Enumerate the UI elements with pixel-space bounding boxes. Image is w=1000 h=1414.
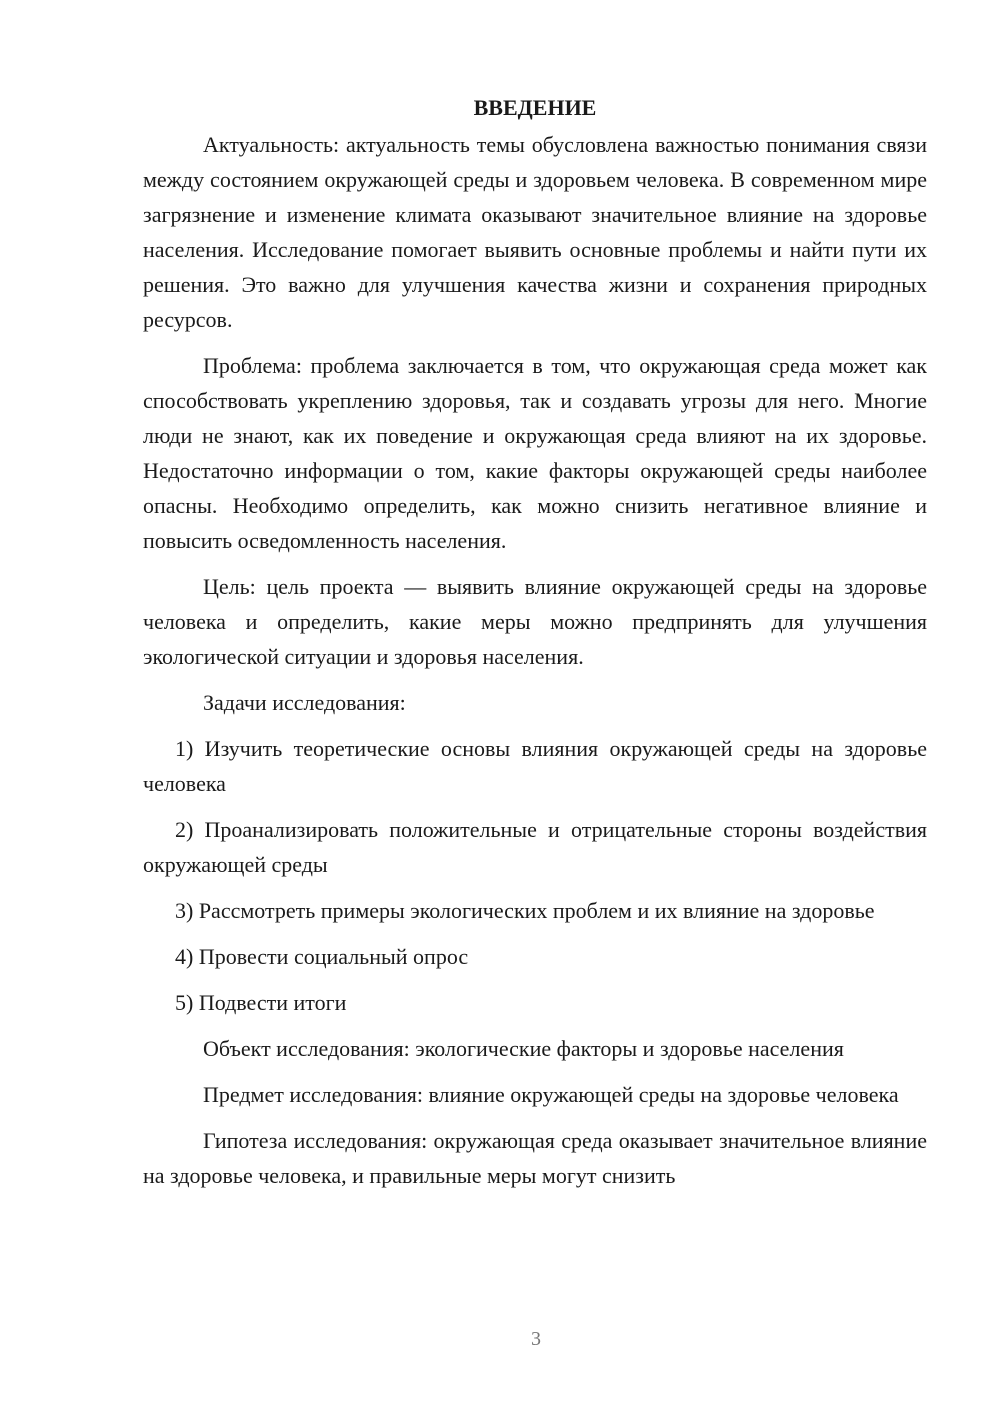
task-item: 3) Рассмотреть примеры экологических проблем и их влияние на здоровье [175, 898, 875, 923]
section-heading: ВВЕДЕНИЕ [473, 95, 597, 120]
relevance-paragraph: Актуальность: актуальность темы обусловлена важностью понимания связи между состоянием окружающей среды и здоровьем человека. В современном мире загрязнение и изменение климата оказывают значительное влияние на здоровье населения. Исследование помогает выявить основные проблемы и найти пути их решения. Это важно для улучшения качества жизни и сохранения природных ресурсов. [143, 132, 927, 332]
problem-paragraph: Проблема: проблема заключается в том, что окружающая среда может как способствовать укреплению здоровья, так и создавать угрозы для него. Многие люди не знают, как их поведение и окружающая среда влияют на их здоровье. Недостаточно информации о том, какие факторы окружающей среды наиболее опасны. Необходимо определить, как можно снизить негативное влияние и повысить осведомленность населения. [143, 353, 927, 553]
subject-paragraph: Предмет исследования: влияние окружающей среды на здоровье человека [203, 1082, 899, 1107]
goal-paragraph: Цель: цель проекта — выявить влияние окружающей среды на здоровье человека и определить, какие меры можно предпринять для улучшения экологической ситуации и здоровья населения. [143, 574, 927, 669]
tasks-title: Задачи исследования: [203, 690, 406, 715]
task-item: 2) Проанализировать положительные и отрицательные стороны воздействия окружающей среды [143, 817, 927, 877]
task-item: 5) Подвести итоги [175, 990, 347, 1015]
task-item: 1) Изучить теоретические основы влияния окружающей среды на здоровье человека [143, 736, 927, 796]
object-paragraph: Объект исследования: экологические факторы и здоровье населения [203, 1036, 844, 1061]
page-number: 3 [531, 1328, 541, 1350]
document-page [143, 90, 927, 1204]
hypothesis-paragraph: Гипотеза исследования: окружающая среда оказывает значительное влияние на здоровье человека, и правильные меры могут снизить [143, 1128, 927, 1188]
tasks-list [143, 731, 927, 1020]
task-item: 4) Провести социальный опрос [175, 944, 469, 969]
